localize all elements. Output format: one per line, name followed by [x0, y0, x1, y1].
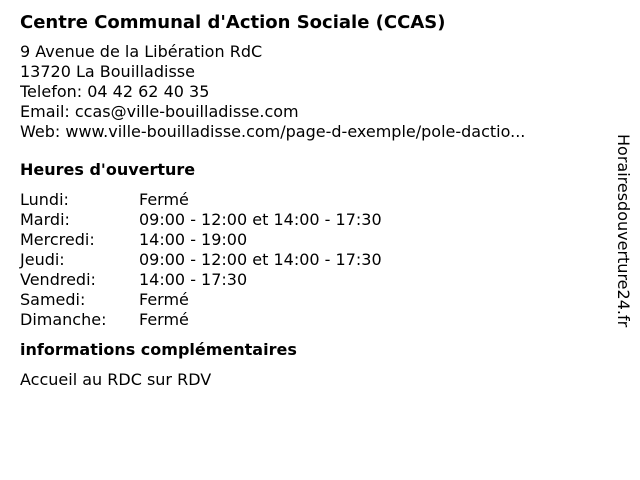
day-label: Lundi:	[20, 190, 69, 209]
hours-row-monday	[20, 190, 600, 210]
day-label: Vendredi:	[20, 270, 96, 289]
address-block	[20, 42, 600, 142]
time-value: Fermé	[139, 310, 189, 329]
address-street: 9 Avenue de la Libération RdC	[20, 42, 263, 61]
time-value: 14:00 - 17:30	[139, 270, 248, 289]
opening-hours-table	[20, 190, 600, 330]
hours-row-thursday	[20, 250, 600, 270]
day-label: Mardi:	[20, 210, 70, 229]
hours-row-sunday	[20, 310, 600, 330]
web-line: Web: www.ville-bouilladisse.com/page-d-exemple/pole-dactio...	[20, 122, 526, 141]
hours-row-friday	[20, 270, 600, 290]
time-value: Fermé	[139, 290, 189, 309]
hours-row-wednesday	[20, 230, 600, 250]
hours-heading: Heures d'ouverture	[20, 160, 196, 179]
info-text: Accueil au RDC sur RDV	[20, 370, 212, 389]
time-value: Fermé	[139, 190, 189, 209]
time-value: 09:00 - 12:00 et 14:00 - 17:30	[139, 210, 382, 229]
address-city: 13720 La Bouilladisse	[20, 62, 195, 81]
info-heading: informations complémentaires	[20, 340, 297, 359]
day-label: Dimanche:	[20, 310, 107, 329]
email-line: Email: ccas@ville-bouilladisse.com	[20, 102, 299, 121]
day-label: Mercredi:	[20, 230, 95, 249]
day-label: Jeudi:	[20, 250, 65, 269]
phone-line: Telefon: 04 42 62 40 35	[20, 82, 210, 101]
hours-row-tuesday	[20, 210, 600, 230]
hours-row-saturday	[20, 290, 600, 310]
listing-content	[20, 0, 600, 390]
time-value: 14:00 - 19:00	[139, 230, 248, 249]
time-value: 09:00 - 12:00 et 14:00 - 17:30	[139, 250, 382, 269]
site-watermark-label: Horairesdouverture24.fr	[614, 134, 633, 328]
day-label: Samedi:	[20, 290, 86, 309]
page-title: Centre Communal d'Action Sociale (CCAS)	[20, 12, 446, 33]
